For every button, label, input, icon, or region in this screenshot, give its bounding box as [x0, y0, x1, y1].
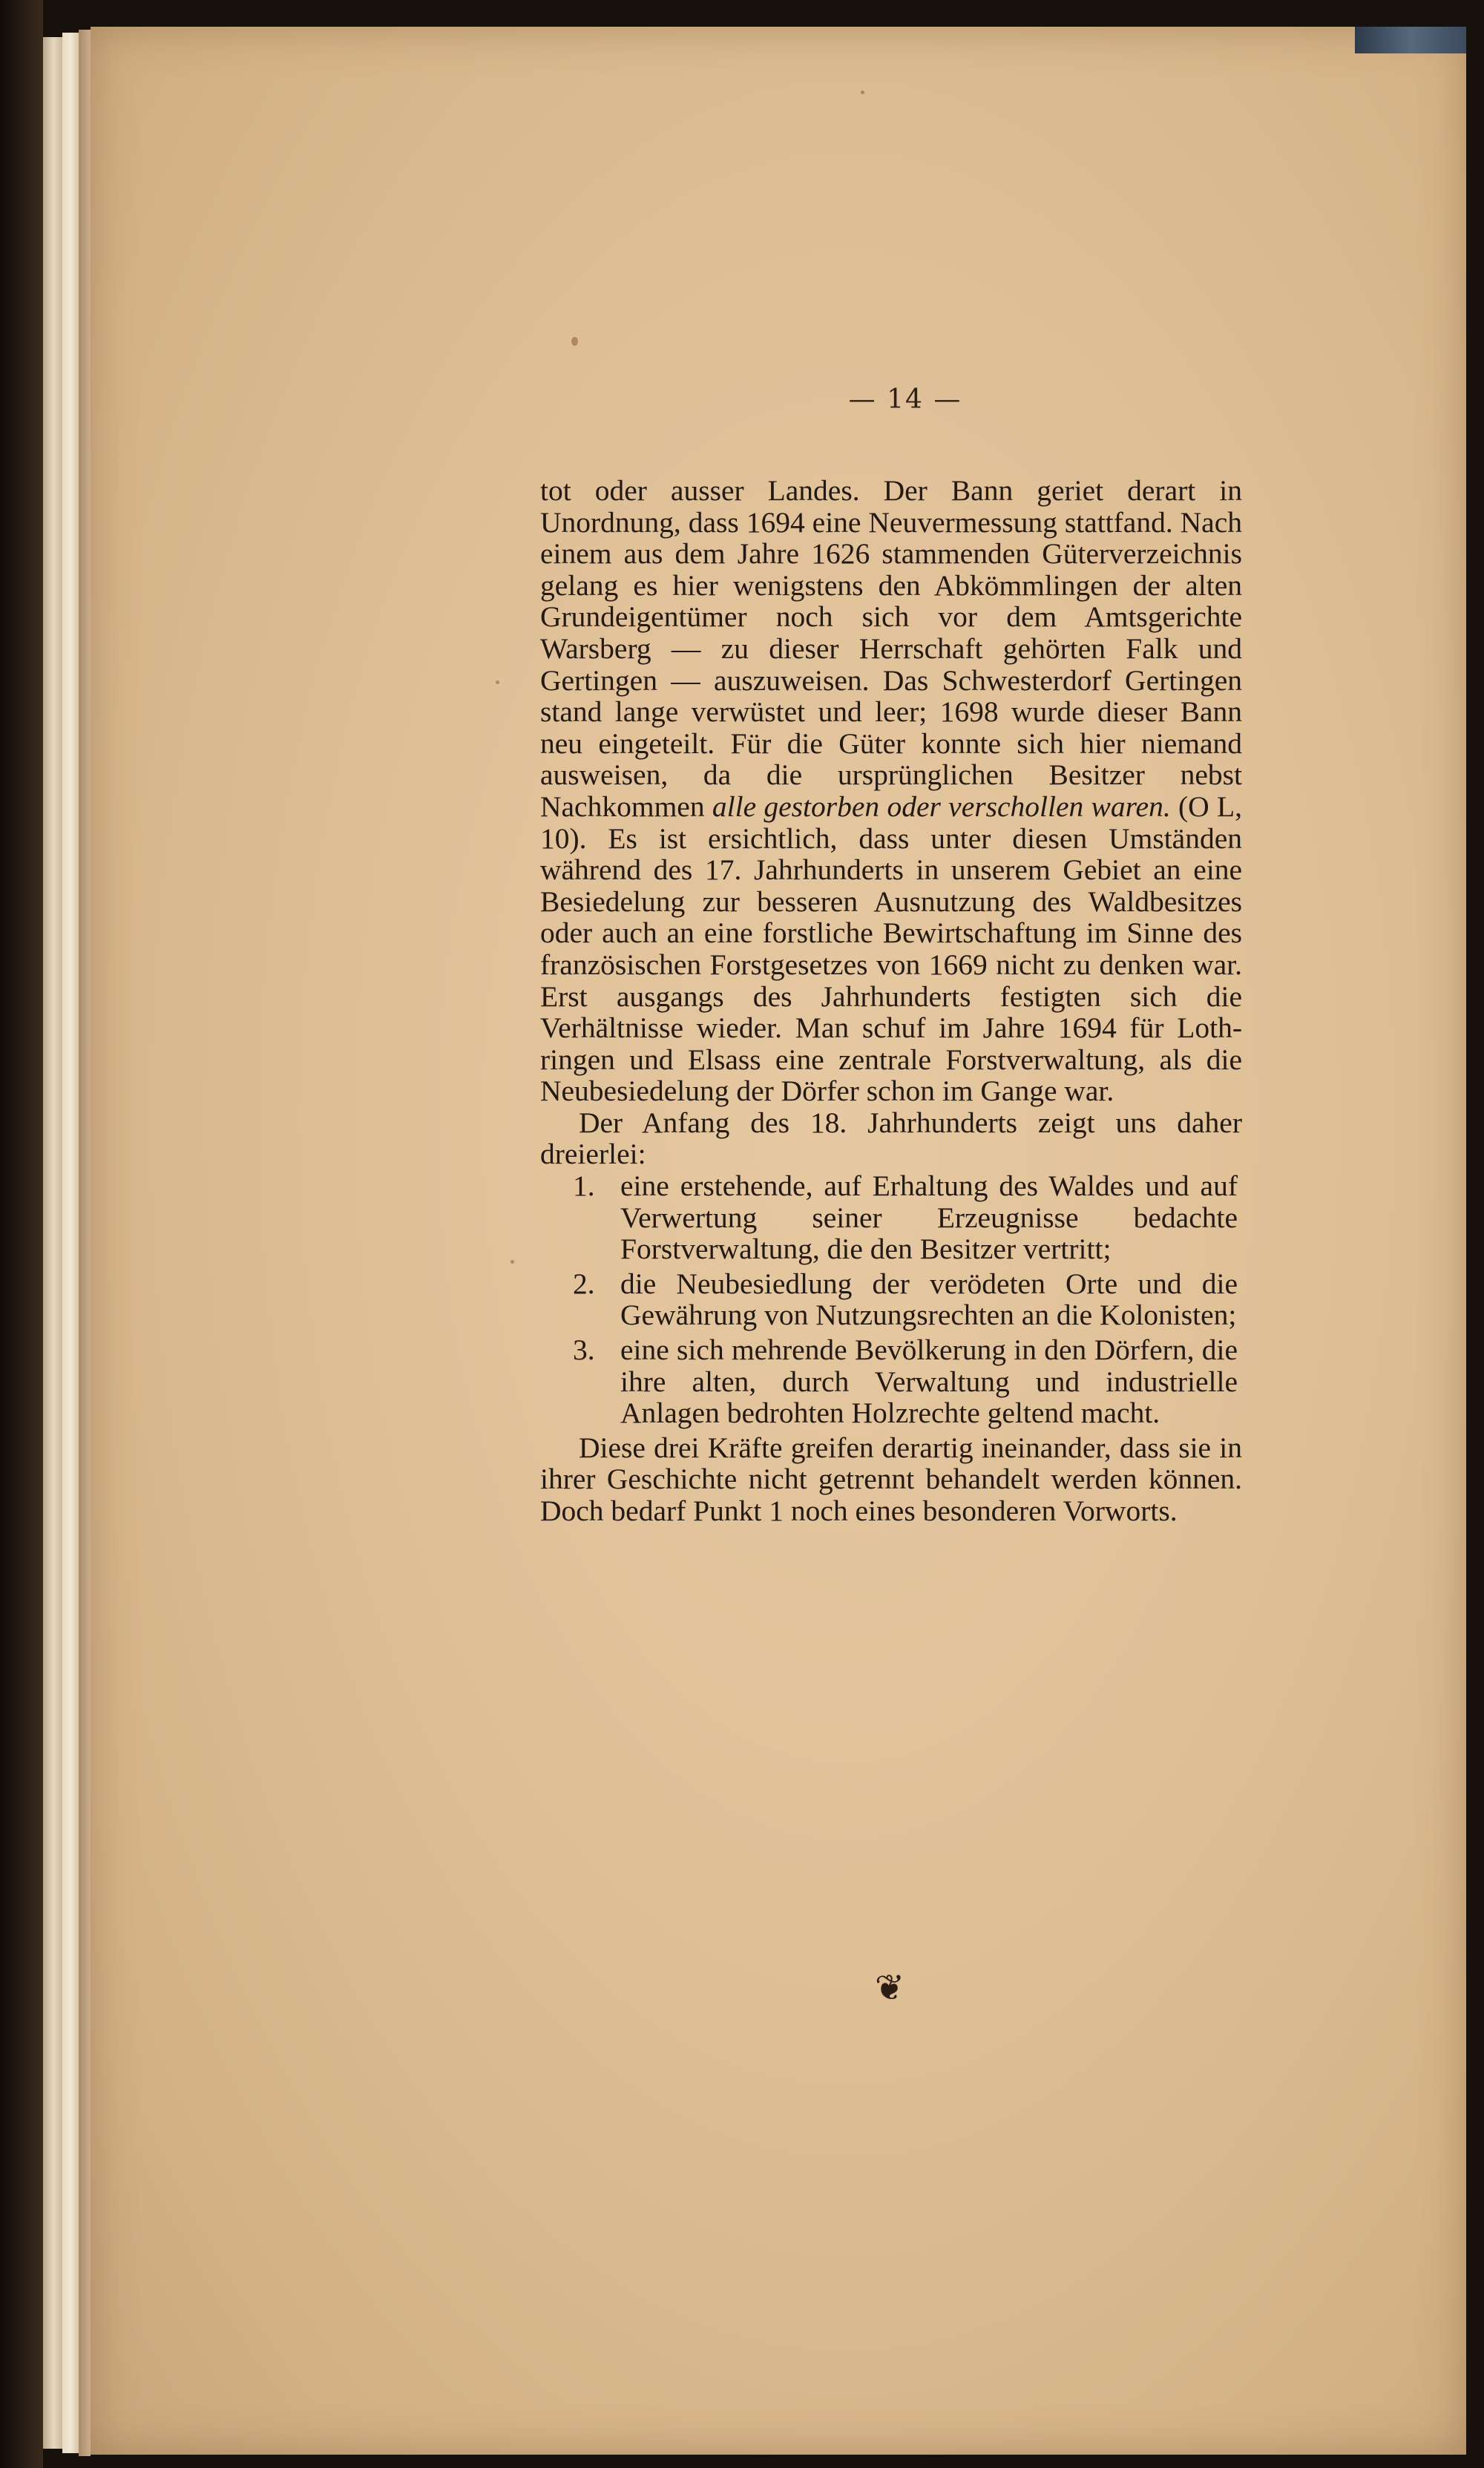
- page-stack-edge: [43, 37, 62, 2449]
- list-number: 3.: [573, 1333, 595, 1367]
- list-text: eine erstehende, auf Erhaltung des Waldes und auf Verwertung seiner Erzeugnisse bedachte Forstverwaltung, die den Besitzer vertritt;: [620, 1169, 1238, 1266]
- italic-quote: alle gestorben oder verschollen waren.: [712, 790, 1171, 823]
- list-text: eine sich mehrende Bevölkerung in den Dörfern, die ihre alten, durch Verwaltung und industrielle Anlagen bedrohten Holzrechte geltend macht.: [620, 1333, 1238, 1430]
- paragraph-text: (O L, 10). Es ist ersichtlich, dass unter diesen Umständen während des 17. Jahrhunderts in unserem Gebiet an eine Besiedelung zur besseren Ausnutzung des Waldbesitzes oder auch an eine forstliche Bewirtschaftung im Sinne des französischen Forstgesetzes von 1669 nicht zu denken war. Erst ausgangs des Jahrhunderts festigten sich die Verhältnisse wieder. Man schuf im Jahre 1694 für Lothringen und Elsass eine zentrale Forstverwaltung, als die Neubesiedelung der Dörfer schon im Gange war.: [540, 790, 1242, 1108]
- paragraph: [540, 475, 1242, 1107]
- paragraph: Diese drei Kräfte greifen derartig ineinander, dass sie in ihrer Geschichte nicht getrennt behandelt werden können. Doch bedarf Punkt 1 noch eines besonderen Vorworts.: [540, 1431, 1242, 1527]
- book-spine-shadow: [0, 0, 43, 2468]
- paragraph: Der Anfang des 18. Jahrhunderts zeigt uns daher dreierlei:: [540, 1106, 1242, 1171]
- list-number: 1.: [573, 1169, 595, 1203]
- list-item: [540, 1268, 1242, 1331]
- list-text: die Neubesiedlung der verödeten Orte und die Gewährung von Nutzungsrechten an die Kolonisten;: [620, 1267, 1238, 1332]
- paper-speck: [496, 680, 499, 684]
- fleuron-icon: ❦: [874, 1967, 905, 2009]
- body-text: [540, 475, 1242, 1527]
- page-number: — 14 —: [848, 384, 962, 415]
- numbered-list: [540, 1170, 1242, 1429]
- paper-speck: [861, 91, 864, 94]
- list-number: 2.: [573, 1267, 595, 1300]
- paragraph-text: tot oder ausser Landes. Der Bann geriet derart in Unordnung, dass 1694 eine Neuvermessung stattfand. Nach einem aus dem Jahre 1626 stammenden Güterverzeichnis gelang es hier wenigstens den Abkömmlingen der alten Grundeigentümer noch sich vor dem Amtsgerichte Warsberg — zu dieser Herrschaft gehörten Falk und Gertingen — auszuweisen. Das Schwesterdorf Gertingen stand lange verwüstet und leer; 1698 wurde dieser Bann neu eingeteilt. Für die Güter konnte sich hier niemand ausweisen, da die ursprünglichen Besitzer nebst Nachkommen: [540, 474, 1242, 823]
- scan-corner-strip: [1355, 27, 1466, 53]
- list-item: [540, 1334, 1242, 1429]
- page-stack-edge: [79, 30, 91, 2456]
- paper-speck: [571, 337, 578, 346]
- list-item: [540, 1170, 1242, 1265]
- paper-speck: [510, 1260, 514, 1264]
- page-stack-edge: [62, 33, 79, 2453]
